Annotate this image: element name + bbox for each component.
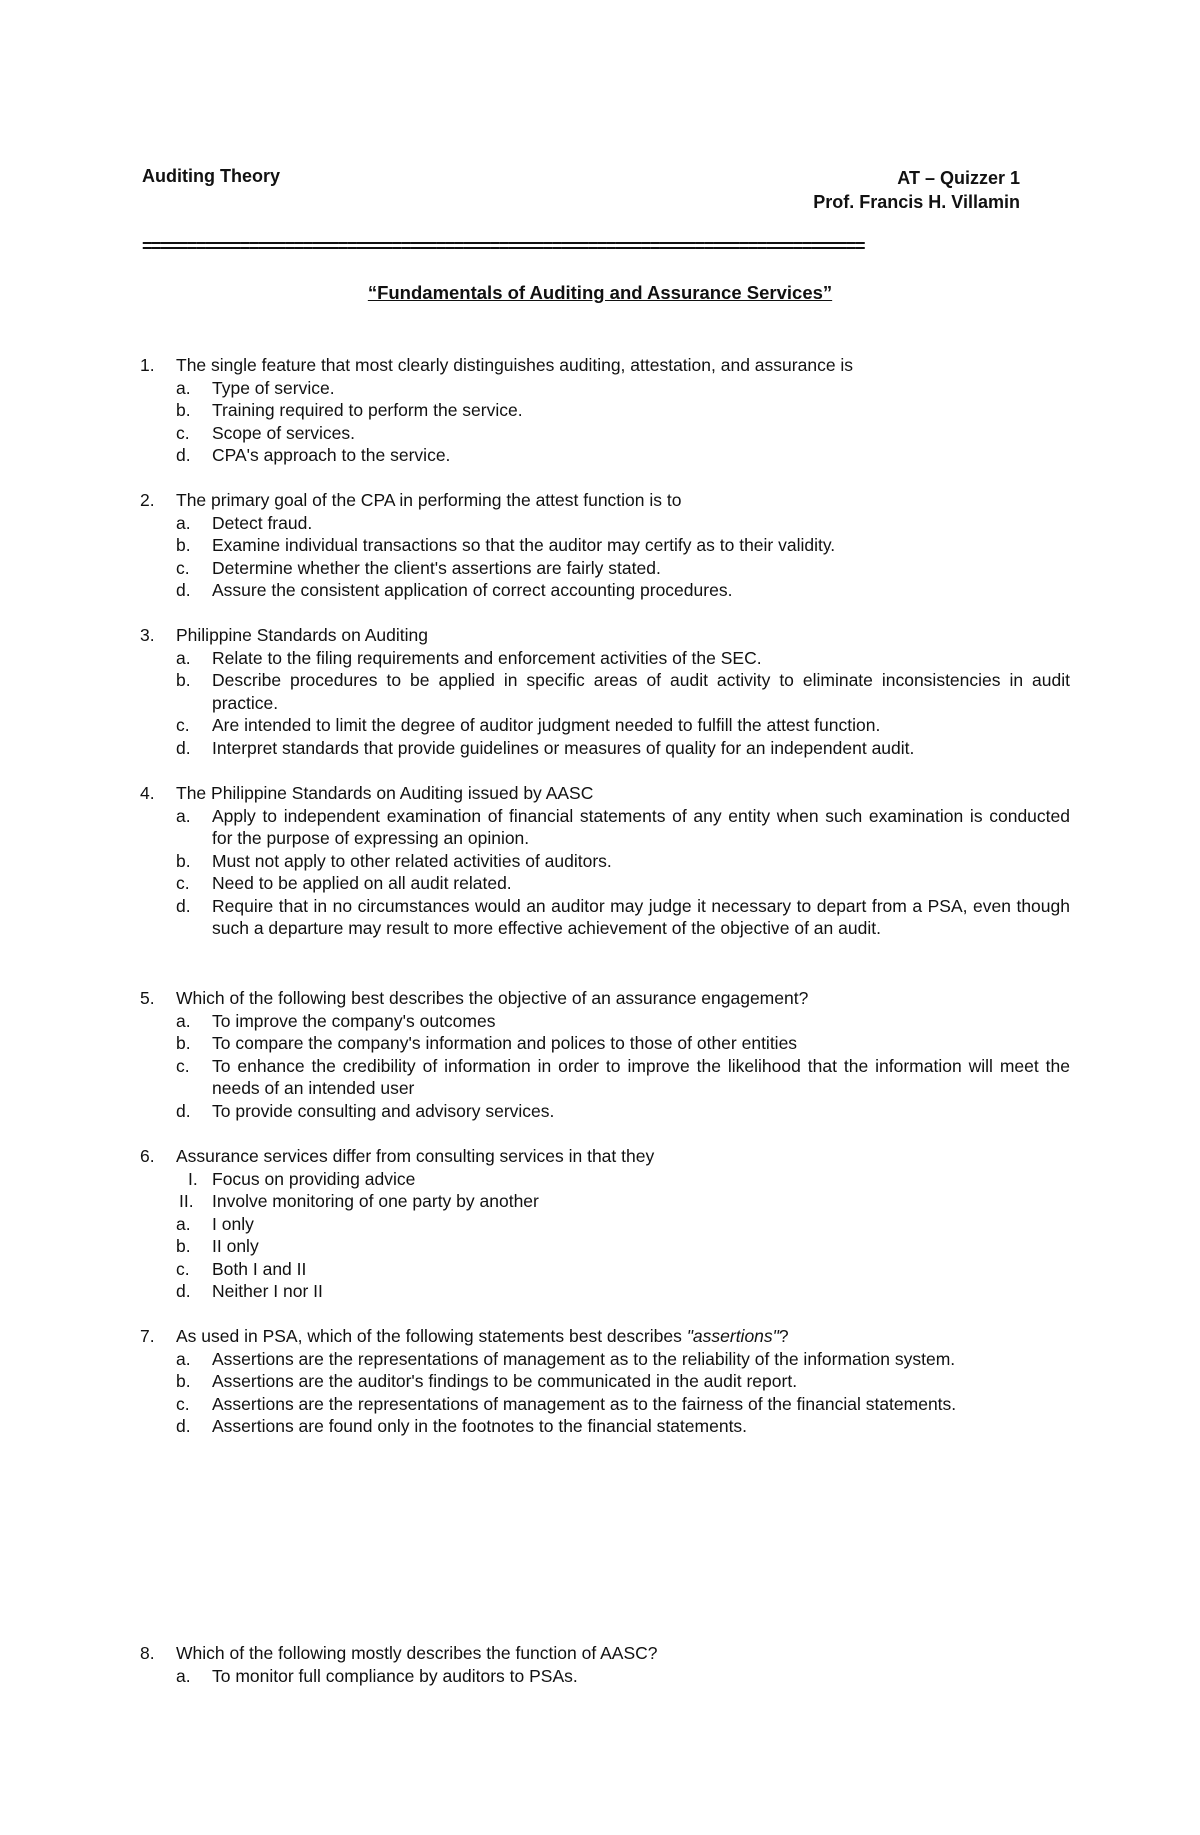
question-number: 3. (140, 625, 155, 645)
option-d: d. Assertions are found only in the footnotes to the financial statements. (176, 1416, 748, 1436)
option-a: a. Apply to independent examination of financial statements of any entity when such examination is conducted for the purpose of expressing an opinion. (176, 805, 1070, 848)
question-number: 4. (140, 783, 155, 803)
option-c: c. Scope of services. (176, 422, 355, 443)
option-b: b. Must not apply to other related activities of auditors. (176, 850, 612, 871)
option-a: a. To improve the company's outcomes (176, 1010, 496, 1031)
question-4 (140, 782, 1070, 940)
question-5 (140, 987, 1070, 1122)
question-text: As used in PSA, which of the following statements best describes "assertions"? (176, 1326, 789, 1346)
option-b: b. Training required to perform the service. (176, 400, 523, 420)
option-c: c. Need to be applied on all audit related. (176, 873, 512, 893)
question-6 (140, 1145, 1070, 1303)
question-text: Which of the following mostly describes the function of AASC? (176, 1643, 658, 1663)
option-c: c. Are intended to limit the degree of auditor judgment needed to fulfill the attest function. (176, 715, 881, 735)
option-a: a. Type of service. (176, 377, 335, 398)
option-b: b. Examine individual transactions so that the auditor may certify as to their validity. (176, 535, 836, 555)
option-d: d. Interpret standards that provide guidelines or measures of quality for an independent audit. (176, 737, 915, 758)
statement-i: I. Focus on providing advice (188, 1168, 416, 1189)
option-d: d. Assure the consistent application of correct accounting procedures. (176, 580, 733, 600)
question-number: 8. (140, 1643, 155, 1663)
option-d: d. Require that in no circumstances would an auditor may judge it necessary to depart from a PSA, even though such a departure may result to more effective achievement of the objective of an audit. (176, 895, 1070, 938)
question-text: The primary goal of the CPA in performing the attest function is to (176, 490, 682, 510)
question-2 (140, 489, 1070, 602)
option-c: c. To enhance the credibility of information in order to improve the likelihood that the information will meet the needs of an intended user (176, 1055, 1070, 1098)
option-b: b. To compare the company's information and polices to those of other entities (176, 1033, 798, 1053)
option-a: a. To monitor full compliance by auditors to PSAs. (176, 1665, 578, 1686)
header-right (813, 166, 1020, 214)
question-number: 1. (140, 355, 155, 375)
question-8 (140, 1642, 1070, 1687)
option-b: b. II only (176, 1236, 259, 1256)
option-b: b. Describe procedures to be applied in specific areas of audit activity to eliminate inconsistencies in audit practice. (176, 670, 1070, 713)
question-1 (140, 354, 1070, 467)
question-number: 7. (140, 1326, 155, 1346)
option-d: d. Neither I nor II (176, 1281, 323, 1301)
question-7 (140, 1325, 1070, 1438)
option-d: d. CPA's approach to the service. (176, 445, 451, 465)
question-text: Philippine Standards on Auditing (176, 625, 428, 645)
question-text: The single feature that most clearly distinguishes auditing, attestation, and assurance is (176, 355, 854, 375)
statement-ii: II. Involve monitoring of one party by another (179, 1191, 539, 1211)
option-c: c. Both I and II (176, 1258, 307, 1279)
quizzer-label: AT – Quizzer 1 (897, 168, 1020, 188)
course-title: Auditing Theory (142, 166, 280, 186)
option-b: b. Assertions are the auditor's findings to be communicated in the audit report. (176, 1371, 798, 1391)
option-d: d. To provide consulting and advisory services. (176, 1100, 555, 1121)
question-3 (140, 624, 1070, 759)
question-text: Assurance services differ from consulting services in that they (176, 1146, 655, 1166)
page-title: “Fundamentals of Auditing and Assurance Services” (367, 282, 833, 303)
option-c: c. Determine whether the client's assertions are fairly stated. (176, 557, 661, 578)
question-text: The Philippine Standards on Auditing issued by AASC (176, 783, 594, 803)
professor-name: Prof. Francis H. Villamin (813, 192, 1020, 212)
question-number: 2. (140, 490, 155, 510)
separator-rule: ================================================================================= (142, 236, 864, 256)
option-c: c. Assertions are the representations of management as to the fairness of the financial statements. (176, 1393, 957, 1414)
question-text: Which of the following best describes the objective of an assurance engagement? (176, 988, 809, 1008)
option-a: a. Detect fraud. (176, 512, 313, 533)
question-number: 6. (140, 1146, 155, 1166)
option-a: a. I only (176, 1213, 254, 1234)
question-number: 5. (140, 988, 155, 1008)
option-a: a. Relate to the filing requirements and enforcement activities of the SEC. (176, 647, 762, 668)
option-a: a. Assertions are the representations of management as to the reliability of the information system. (176, 1348, 956, 1369)
